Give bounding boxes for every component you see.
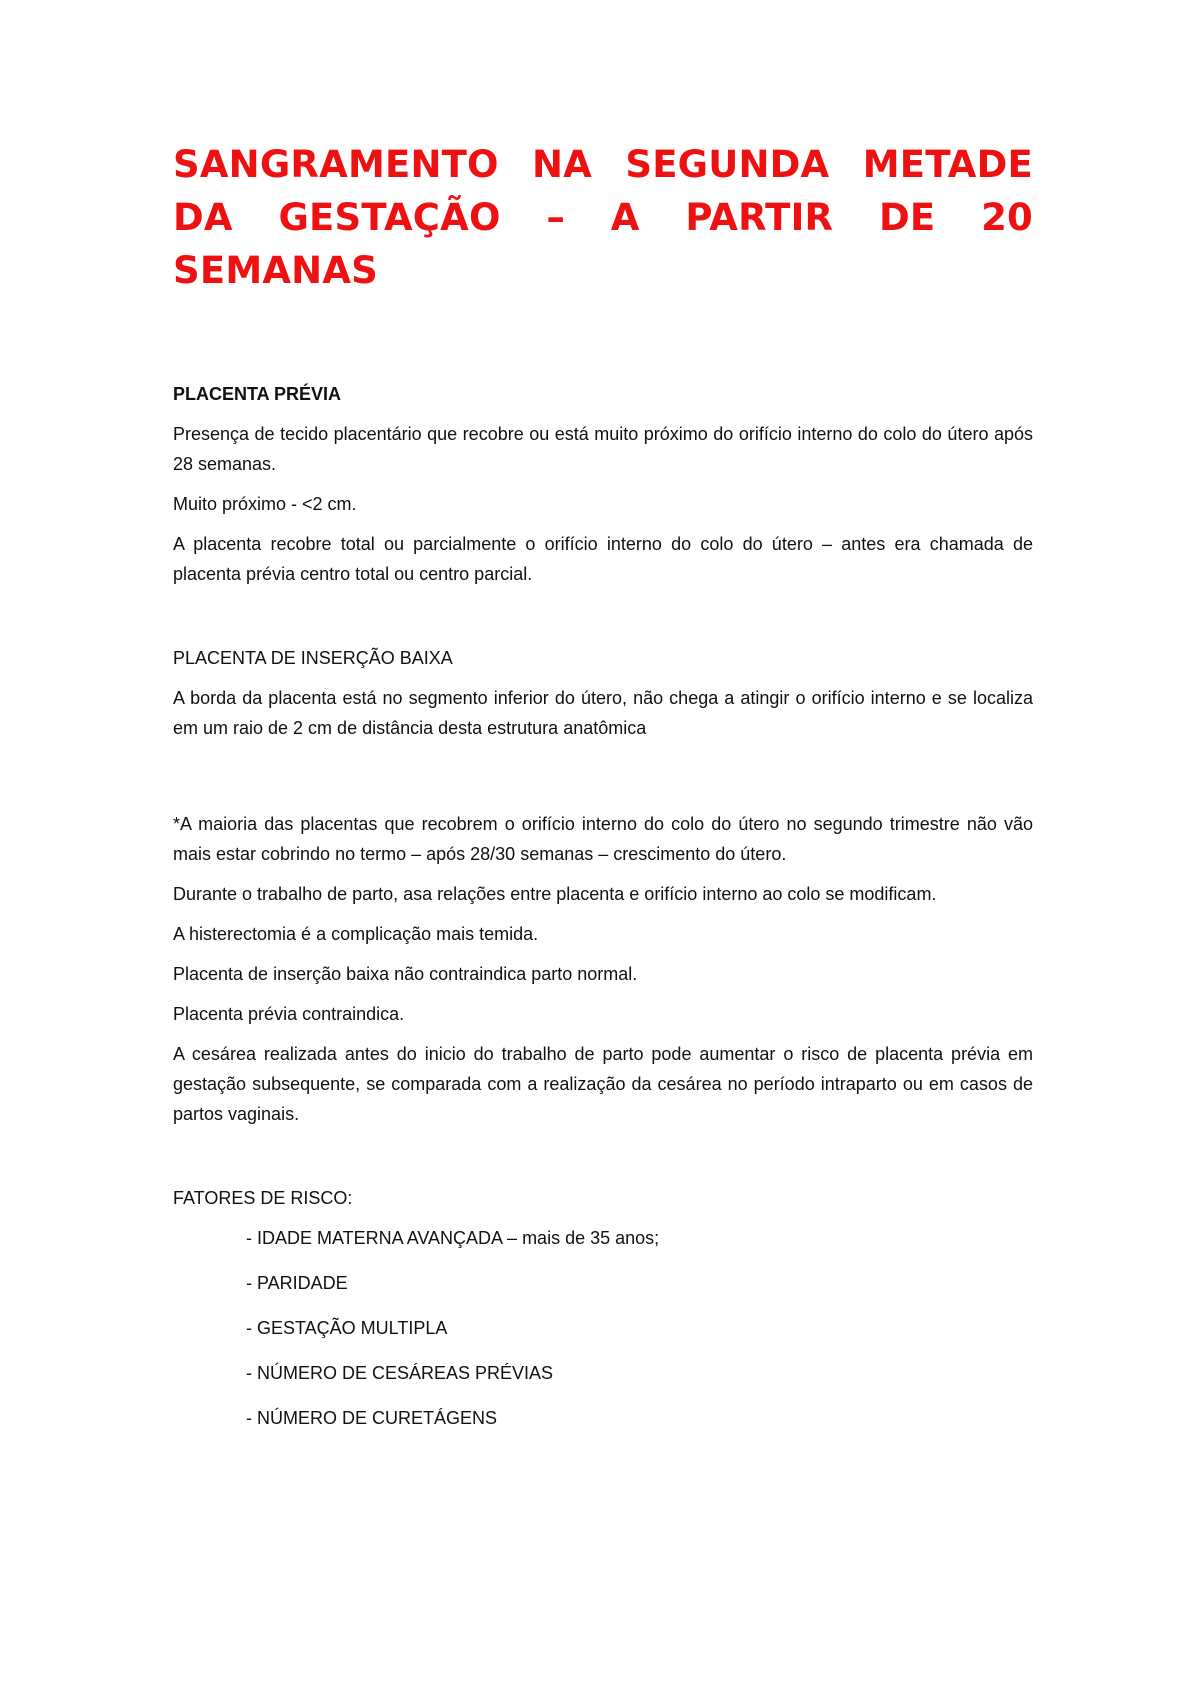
heading-fatores-risco: FATORES DE RISCO: [173, 1188, 353, 1208]
document-content [173, 138, 1033, 1433]
paragraph-recobre: A placenta recobre total ou parcialmente o orifício interno do colo do útero – antes era chamada de placenta prévia centro total ou centro parcial. [173, 534, 1033, 584]
paragraph-definition: Presença de tecido placentário que recobre ou está muito próximo do orifício interno do colo do útero após 28 semanas. [173, 424, 1033, 474]
heading-insercao-baixa: PLACENTA DE INSERÇÃO BAIXA [173, 648, 453, 668]
risk-factor-item: - GESTAÇÃO MULTIPLA [246, 1318, 448, 1338]
paragraph-insercao-normal: Placenta de inserção baixa não contraindica parto normal. [173, 964, 638, 984]
risk-factor-item: - IDADE MATERNA AVANÇADA – mais de 35 anos; [246, 1228, 660, 1248]
risk-factor-item: - NÚMERO DE CURETÁGENS [246, 1408, 498, 1428]
paragraph-cesarea: A cesárea realizada antes do inicio do trabalho de parto pode aumentar o risco de placenta prévia em gestação subsequente, se comparada com a realização da cesárea no período intraparto ou em casos de partos vaginais. [173, 1044, 1033, 1124]
risk-factor-item: - NÚMERO DE CESÁREAS PRÉVIAS [246, 1363, 554, 1383]
paragraph-trabalho-parto: Durante o trabalho de parto, asa relações entre placenta e orifício interno ao colo se modificam. [173, 884, 937, 904]
risk-factor-item: - PARIDADE [246, 1273, 348, 1293]
heading-placenta-previa: PLACENTA PRÉVIA [173, 384, 342, 404]
document-title: SANGRAMENTO NA SEGUNDA METADE DA GESTAÇÃO – A PARTIR DE 20 SEMANAS [173, 143, 1033, 292]
paragraph-muito-proximo: Muito próximo - <2 cm. [173, 494, 357, 514]
risk-factor-list [246, 1223, 1033, 1433]
paragraph-borda: A borda da placenta está no segmento inferior do útero, não chega a atingir o orifício interno e se localiza em um raio de 2 cm de distância desta estrutura anatômica [173, 688, 1033, 738]
paragraph-maioria: *A maioria das placentas que recobrem o orifício interno do colo do útero no segundo trimestre não vão mais estar cobrindo no termo – após 28/30 semanas – crescimento do útero. [173, 814, 1033, 864]
paragraph-histerectomia: A histerectomia é a complicação mais temida. [173, 924, 539, 944]
paragraph-previa-contraindica: Placenta prévia contraindica. [173, 1004, 405, 1024]
